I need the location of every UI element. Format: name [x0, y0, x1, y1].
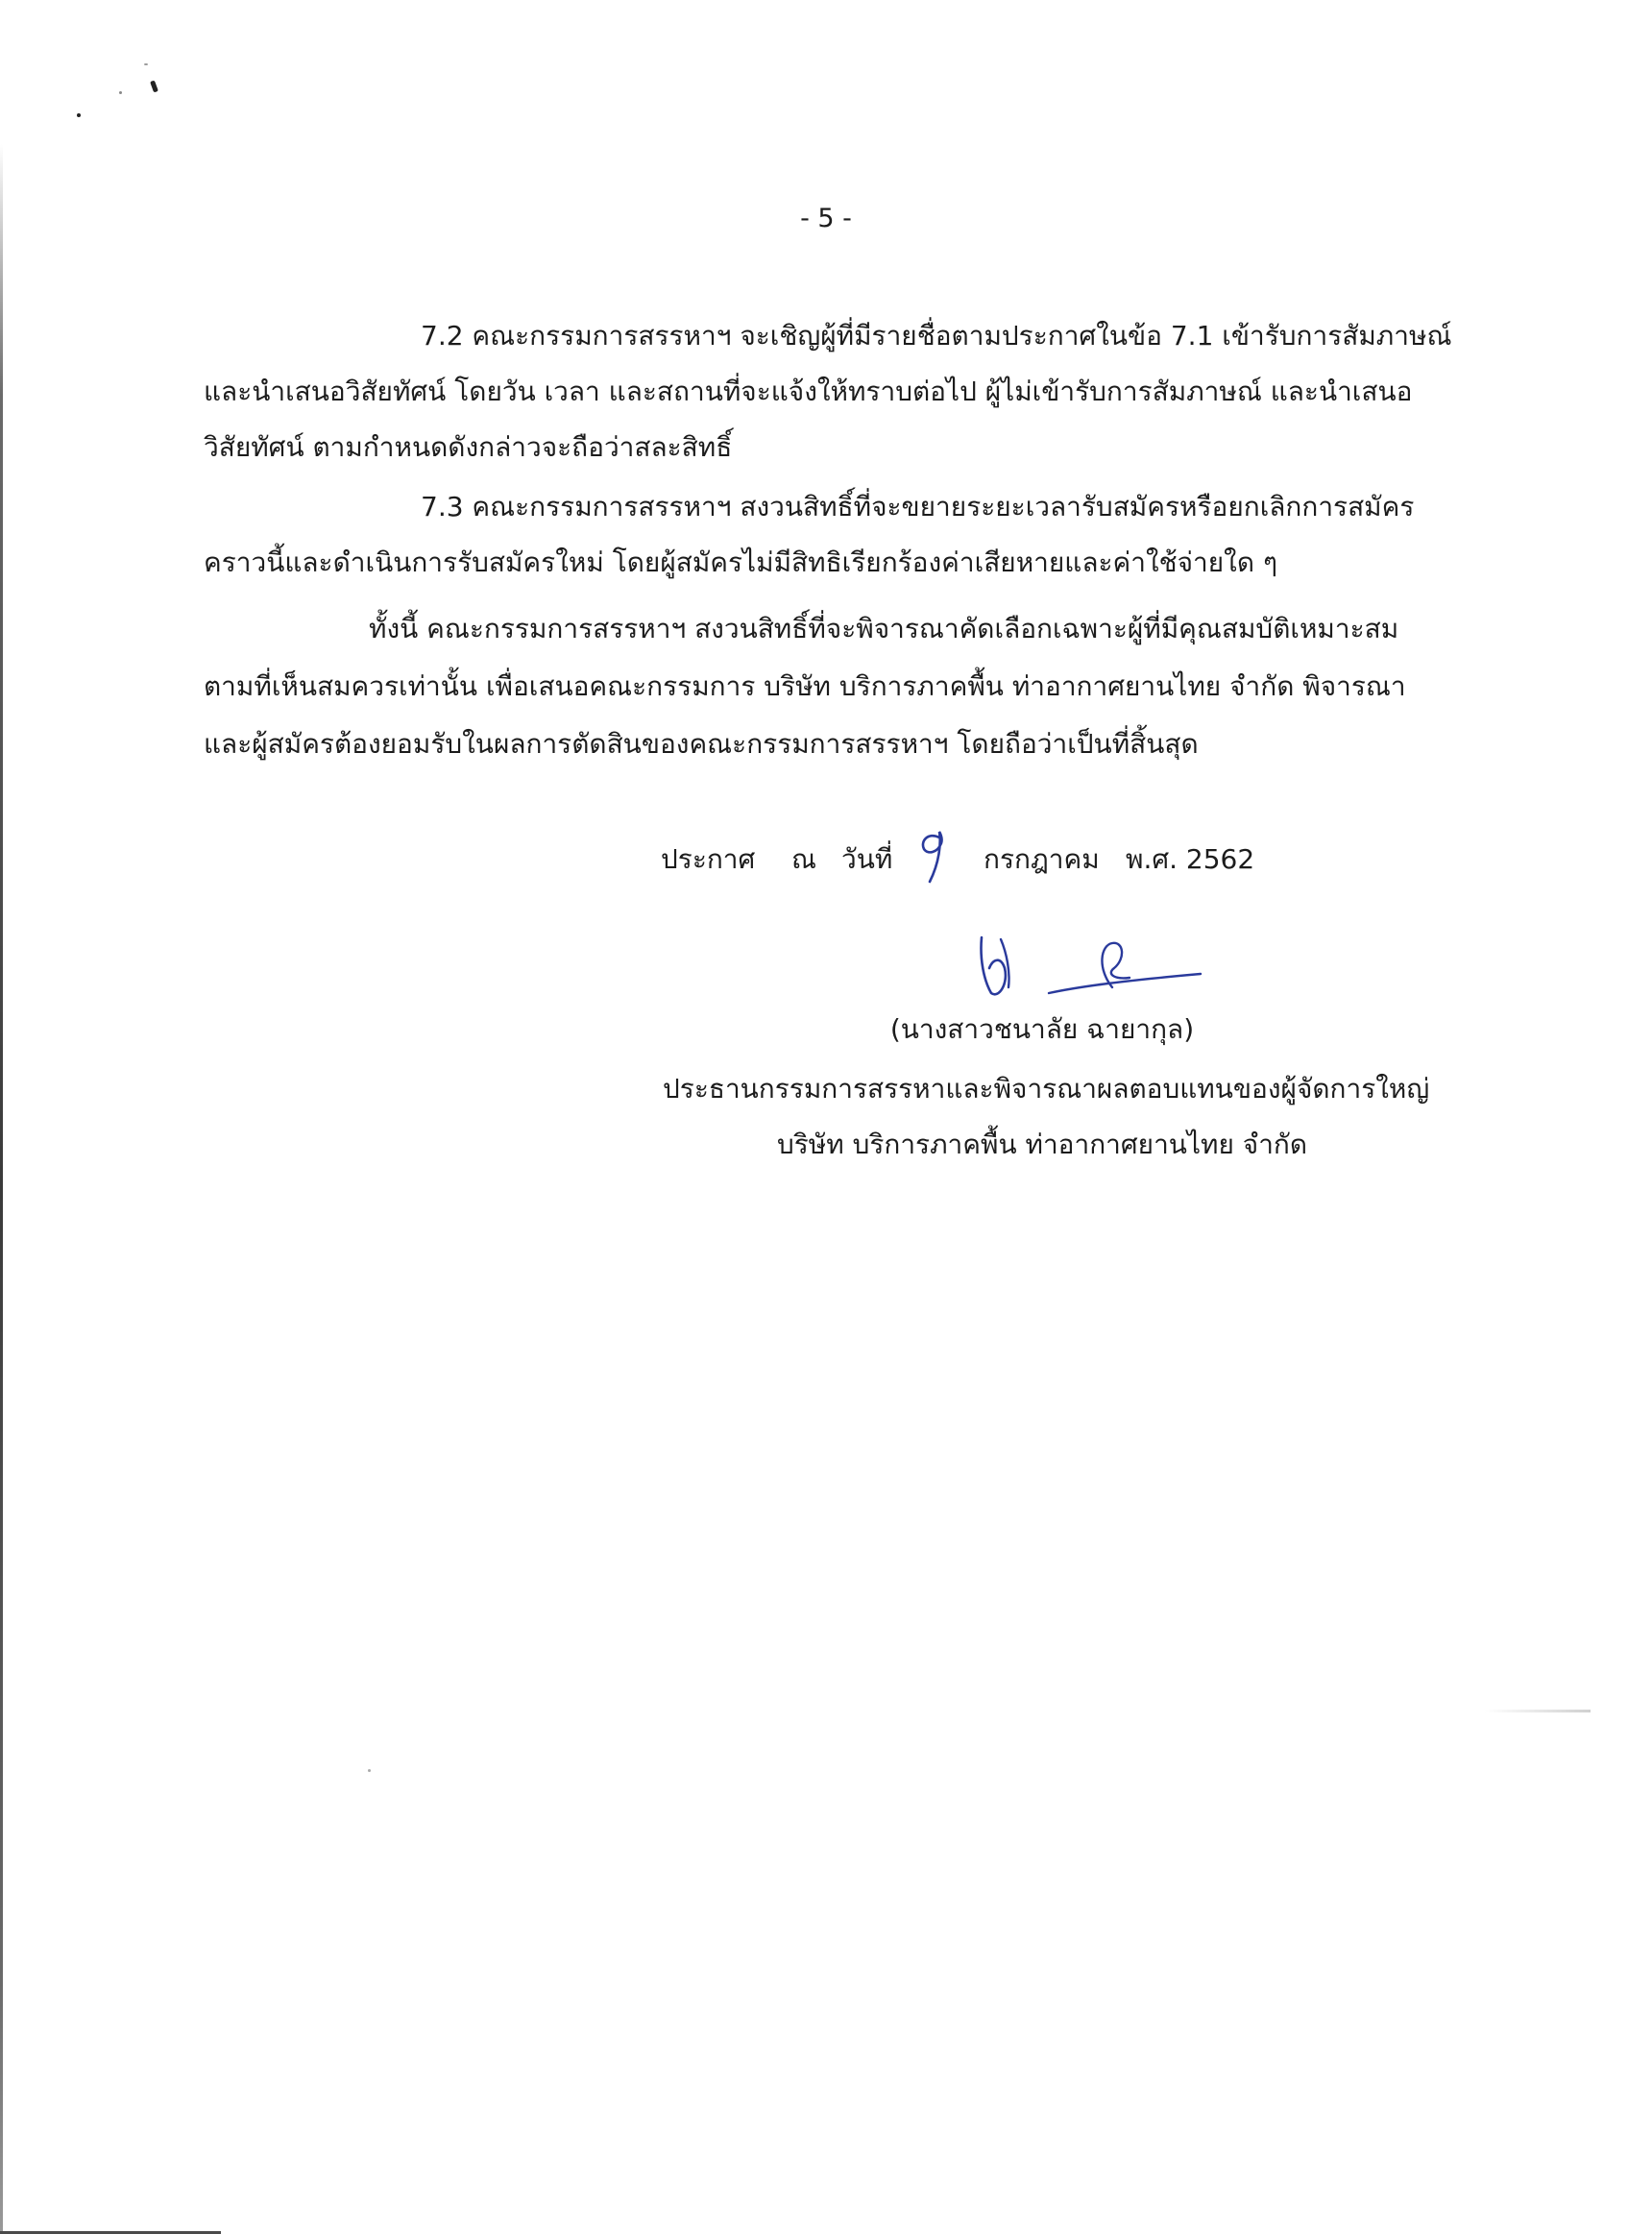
scan-edge-right: [1485, 1710, 1591, 1712]
announce-word: ประกาศ: [661, 843, 756, 875]
page-number: - 5 -: [800, 204, 852, 233]
signatory-name: (นางสาวชนาลัย ฉายากุล): [889, 1013, 1195, 1045]
signatory-position: ประธานกรรมการสรรหาและพิจารณาผลตอบแทนของผู้จัดการใหญ่: [663, 1073, 1430, 1105]
day-word: วันที่: [841, 843, 893, 875]
year-text: พ.ศ. 2562: [1126, 843, 1255, 875]
at-word: ณ: [791, 843, 816, 875]
signature-mark: [970, 930, 1210, 1016]
scan-speck: [144, 63, 148, 65]
clause-7-2-line-2: และนำเสนอวิสัยทัศน์ โดยวัน เวลา และสถานที่จะแจ้งให้ทราบต่อไป ผู้ไม่เข้ารับการสัมภาษณ์ และนำเสนอ: [204, 376, 1413, 407]
scan-speck: [119, 91, 122, 94]
scan-edge-left: [0, 144, 3, 2234]
scan-speck: [77, 113, 81, 117]
clause-7-3-line-1: 7.3 คณะกรรมการสรรหาฯ สงวนสิทธิ์ที่จะขยายระยะเวลารับสมัครหรือยกเลิกการสมัคร: [421, 491, 1415, 522]
scan-speck: [150, 81, 158, 93]
clause-7-2-line-3: วิสัยทัศน์ ตามกำหนดดังกล่าวจะถือว่าสละสิทธิ์: [204, 431, 733, 463]
month-text: กรกฎาคม: [984, 843, 1100, 875]
reservation-line-2: ตามที่เห็นสมควรเท่านั้น เพื่อเสนอคณะกรรมการ บริษัท บริการภาคพื้น ท่าอากาศยานไทย จำกัด พิจารณา: [204, 670, 1406, 702]
reservation-line-3: และผู้สมัครต้องยอมรับในผลการตัดสินของคณะกรรมการสรรหาฯ โดยถือว่าเป็นที่สิ้นสุด: [204, 728, 1199, 760]
clause-7-2-line-1: 7.2 คณะกรรมการสรรหาฯ จะเชิญผู้ที่มีรายชื่อตามประกาศในข้อ 7.1 เข้ารับการสัมภาษณ์: [421, 320, 1452, 352]
signatory-organization: บริษัท บริการภาคพื้น ท่าอากาศยานไทย จำกัด: [776, 1129, 1308, 1160]
scan-speck: [368, 1769, 371, 1772]
handwritten-day: [911, 824, 955, 886]
reservation-line-1: ทั้งนี้ คณะกรรมการสรรหาฯ สงวนสิทธิ์ที่จะพิจารณาคัดเลือกเฉพาะผู้ที่มีคุณสมบัติเหมาะสม: [369, 613, 1399, 644]
clause-7-3-line-2: คราวนี้และดำเนินการรับสมัครใหม่ โดยผู้สมัครไม่มีสิทธิเรียกร้องค่าเสียหายและค่าใช้จ่ายใด ๆ: [204, 546, 1277, 578]
